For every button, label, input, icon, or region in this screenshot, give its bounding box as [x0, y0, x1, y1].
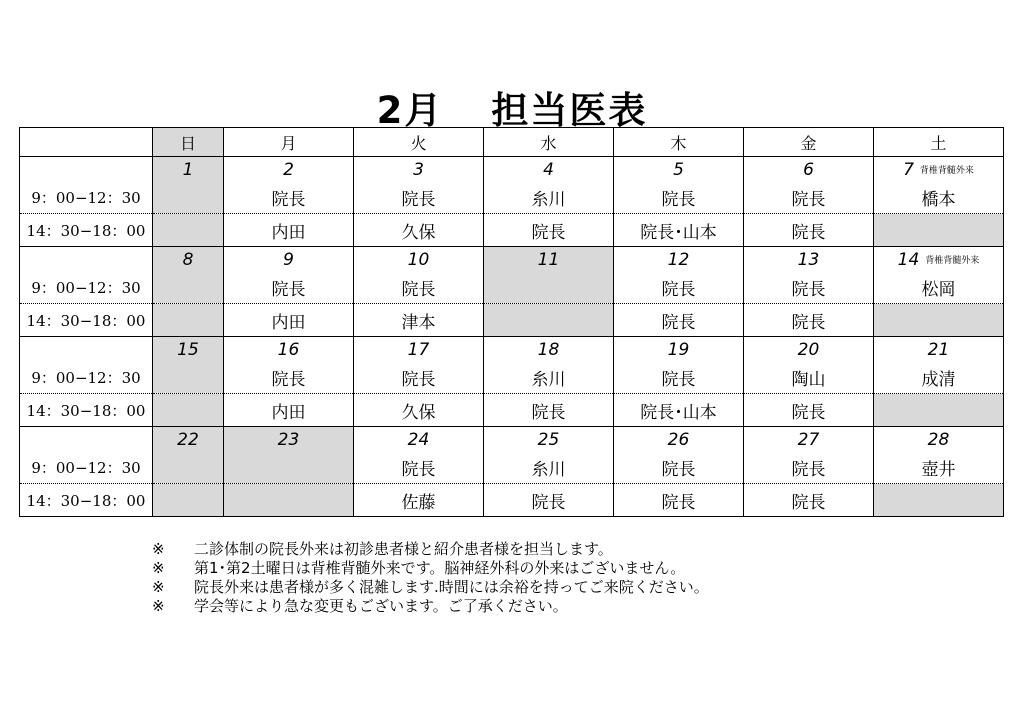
doctor-am-cell: 院長	[354, 362, 484, 394]
weekday-header: 月	[224, 128, 354, 157]
doctor-pm-cell: 院長	[744, 304, 874, 337]
day-number-cell	[484, 337, 614, 363]
doctor-am-cell	[153, 272, 224, 304]
week-am-row	[20, 362, 1004, 394]
doctor-pm-cell: 院長	[744, 484, 874, 517]
day-number-cell	[224, 427, 354, 453]
day-number: 5	[673, 159, 684, 180]
day-number-cell	[614, 337, 744, 363]
time-pm-label: 14：30−18：00	[20, 304, 153, 337]
day-number: 4	[543, 159, 554, 180]
note-text: 第1･第2土曜日は背椎背髄外来です。脳神経外科の外来はございません。	[194, 559, 686, 577]
doctor-am-cell	[153, 362, 224, 394]
week-date-row	[20, 337, 1004, 363]
doctor-pm-cell	[153, 304, 224, 337]
doctor-am-cell: 松岡	[874, 272, 1004, 304]
header-row	[20, 128, 1004, 157]
doctor-pm-cell: 院長	[614, 484, 744, 517]
day-number-cell	[484, 157, 614, 183]
doctor-pm-cell: 久保	[354, 394, 484, 427]
doctor-am-cell: 院長	[744, 182, 874, 214]
week-date-row	[20, 157, 1004, 183]
doctor-pm-cell: 内田	[224, 214, 354, 247]
weekday-header: 金	[744, 128, 874, 157]
note-mark: ※	[152, 540, 165, 558]
day-number: 9	[283, 249, 294, 270]
doctor-am-cell: 院長	[744, 452, 874, 484]
time-am-label: 9：00−12：30	[20, 362, 153, 394]
doctor-am-cell: 院長	[354, 272, 484, 304]
week-am-row	[20, 272, 1004, 304]
day-number: 19	[667, 339, 690, 360]
doctor-pm-cell	[153, 214, 224, 247]
doctor-am-cell: 糸川	[484, 452, 614, 484]
day-number-cell	[153, 337, 224, 363]
day-number: 13	[797, 249, 820, 270]
title-label: 担当医表	[491, 89, 648, 132]
doctor-pm-cell: 院長	[484, 484, 614, 517]
day-number-cell	[354, 157, 484, 183]
week-date-row	[20, 427, 1004, 453]
doctor-pm-cell	[874, 394, 1004, 427]
day-number-cell	[614, 427, 744, 453]
doctor-am-cell: 糸川	[484, 182, 614, 214]
doctor-pm-cell: 佐藤	[354, 484, 484, 517]
time-pm-label: 14：30−18：00	[20, 394, 153, 427]
day-number: 28	[927, 429, 950, 450]
note-text: 院長外来は患者様が多く混雑します.時間には余裕を持ってご来院ください。	[194, 578, 709, 596]
doctor-am-cell: 院長	[354, 182, 484, 214]
day-number: 8	[182, 249, 194, 270]
day-number: 22	[177, 429, 199, 450]
day-number: 6	[803, 159, 814, 180]
day-number-cell	[153, 157, 224, 183]
day-number: 2	[283, 159, 294, 180]
day-number-cell	[224, 157, 354, 183]
day-number-cell	[484, 427, 614, 453]
day-number: 12	[667, 249, 690, 270]
doctor-am-cell: 院長	[224, 362, 354, 394]
doctor-pm-cell	[874, 214, 1004, 247]
day-number-cell	[153, 247, 224, 273]
time-pm-label: 14：30−18：00	[20, 214, 153, 247]
week-pm-row	[20, 484, 1004, 517]
week-am-row	[20, 452, 1004, 484]
day-number: 18	[537, 339, 560, 360]
day-number-cell	[354, 427, 484, 453]
doctor-am-cell: 糸川	[484, 362, 614, 394]
time-am-label: 9：00−12：30	[20, 182, 153, 214]
note-mark: ※	[152, 578, 165, 596]
note-text: 学会等により急な変更もございます。ご了承ください。	[194, 597, 568, 615]
day-number-cell	[354, 247, 484, 273]
note-mark: ※	[152, 597, 165, 615]
doctor-pm-cell	[224, 484, 354, 517]
time-blank-cell	[20, 337, 153, 363]
doctor-am-cell: 成清	[874, 362, 1004, 394]
day-number: 14	[897, 249, 920, 270]
day-number-cell	[744, 337, 874, 363]
doctor-pm-cell: 院長･山本	[614, 394, 744, 427]
note-item	[152, 559, 709, 578]
header-corner	[20, 128, 153, 157]
day-number: 10	[407, 249, 430, 270]
weekday-header: 水	[484, 128, 614, 157]
page-title	[0, 80, 1024, 134]
doctor-pm-cell	[874, 304, 1004, 337]
day-number-cell	[874, 337, 1004, 363]
time-pm-label: 14：30−18：00	[20, 484, 153, 517]
day-number: 27	[797, 429, 820, 450]
doctor-am-cell: 院長	[614, 452, 744, 484]
day-number-cell	[614, 157, 744, 183]
doctor-am-cell: 院長	[614, 182, 744, 214]
note-mark: ※	[152, 559, 165, 577]
day-number-cell	[224, 337, 354, 363]
doctor-pm-cell: 久保	[354, 214, 484, 247]
weekday-header: 木	[614, 128, 744, 157]
day-number: 16	[277, 339, 300, 360]
doctor-pm-cell: 院長	[484, 214, 614, 247]
day-number-cell	[874, 247, 1004, 273]
doctor-pm-cell: 院長	[484, 394, 614, 427]
schedule-table	[19, 127, 1004, 517]
note-text: 二診体制の院長外来は初診患者様と紹介患者様を担当します。	[194, 540, 613, 558]
day-number: 7	[903, 159, 914, 180]
day-number-cell	[744, 247, 874, 273]
doctor-am-cell	[224, 452, 354, 484]
note-item	[152, 597, 709, 616]
day-number: 11	[537, 249, 560, 270]
weekday-header: 土	[874, 128, 1004, 157]
doctor-am-cell: 院長	[614, 272, 744, 304]
week-pm-row	[20, 304, 1004, 337]
day-number-cell	[744, 427, 874, 453]
week-pm-row	[20, 214, 1004, 247]
week-date-row	[20, 247, 1004, 273]
doctor-pm-cell: 院長	[614, 304, 744, 337]
day-number: 23	[277, 429, 300, 450]
doctor-am-cell: 院長	[224, 272, 354, 304]
notes	[152, 540, 709, 616]
doctor-am-cell: 院長	[744, 272, 874, 304]
doctor-am-cell: 陶山	[744, 362, 874, 394]
day-number: 1	[182, 159, 194, 180]
title-month: 2月	[376, 89, 444, 132]
doctor-pm-cell: 院長･山本	[614, 214, 744, 247]
day-number-cell	[614, 247, 744, 273]
day-number: 17	[407, 339, 430, 360]
doctor-am-cell: 橋本	[874, 182, 1004, 214]
doctor-am-cell: 壺井	[874, 452, 1004, 484]
note-item	[152, 578, 709, 597]
weekday-header: 火	[354, 128, 484, 157]
doctor-pm-cell	[484, 304, 614, 337]
time-blank-cell	[20, 247, 153, 273]
doctor-am-cell: 院長	[224, 182, 354, 214]
day-number: 25	[537, 429, 560, 450]
doctor-am-cell	[484, 272, 614, 304]
doctor-am-cell: 院長	[354, 452, 484, 484]
day-number: 24	[407, 429, 430, 450]
doctor-pm-cell: 院長	[744, 214, 874, 247]
time-am-label: 9：00−12：30	[20, 272, 153, 304]
doctor-pm-cell	[874, 484, 1004, 517]
doctor-am-cell	[153, 452, 224, 484]
doctor-pm-cell: 院長	[744, 394, 874, 427]
time-blank-cell	[20, 157, 153, 183]
doctor-pm-cell: 内田	[224, 394, 354, 427]
day-number: 20	[797, 339, 820, 360]
day-number-cell	[744, 157, 874, 183]
day-number: 15	[177, 339, 199, 360]
clinic-note: 背椎背髄外来	[925, 255, 980, 266]
doctor-pm-cell	[153, 394, 224, 427]
time-am-label: 9：00−12：30	[20, 452, 153, 484]
doctor-pm-cell: 内田	[224, 304, 354, 337]
note-item	[152, 540, 709, 559]
day-number-cell	[153, 427, 224, 453]
day-number: 3	[413, 159, 424, 180]
week-am-row	[20, 182, 1004, 214]
doctor-am-cell	[153, 182, 224, 214]
time-blank-cell	[20, 427, 153, 453]
week-pm-row	[20, 394, 1004, 427]
day-number-cell	[224, 247, 354, 273]
clinic-note: 背椎背髄外来	[919, 165, 974, 176]
doctor-pm-cell	[153, 484, 224, 517]
day-number: 26	[667, 429, 690, 450]
day-number-cell	[484, 247, 614, 273]
day-number-cell	[874, 157, 1004, 183]
doctor-pm-cell: 津本	[354, 304, 484, 337]
day-number-cell	[354, 337, 484, 363]
day-number: 21	[927, 339, 950, 360]
weekday-header: 日	[153, 128, 224, 157]
doctor-am-cell: 院長	[614, 362, 744, 394]
day-number-cell	[874, 427, 1004, 453]
